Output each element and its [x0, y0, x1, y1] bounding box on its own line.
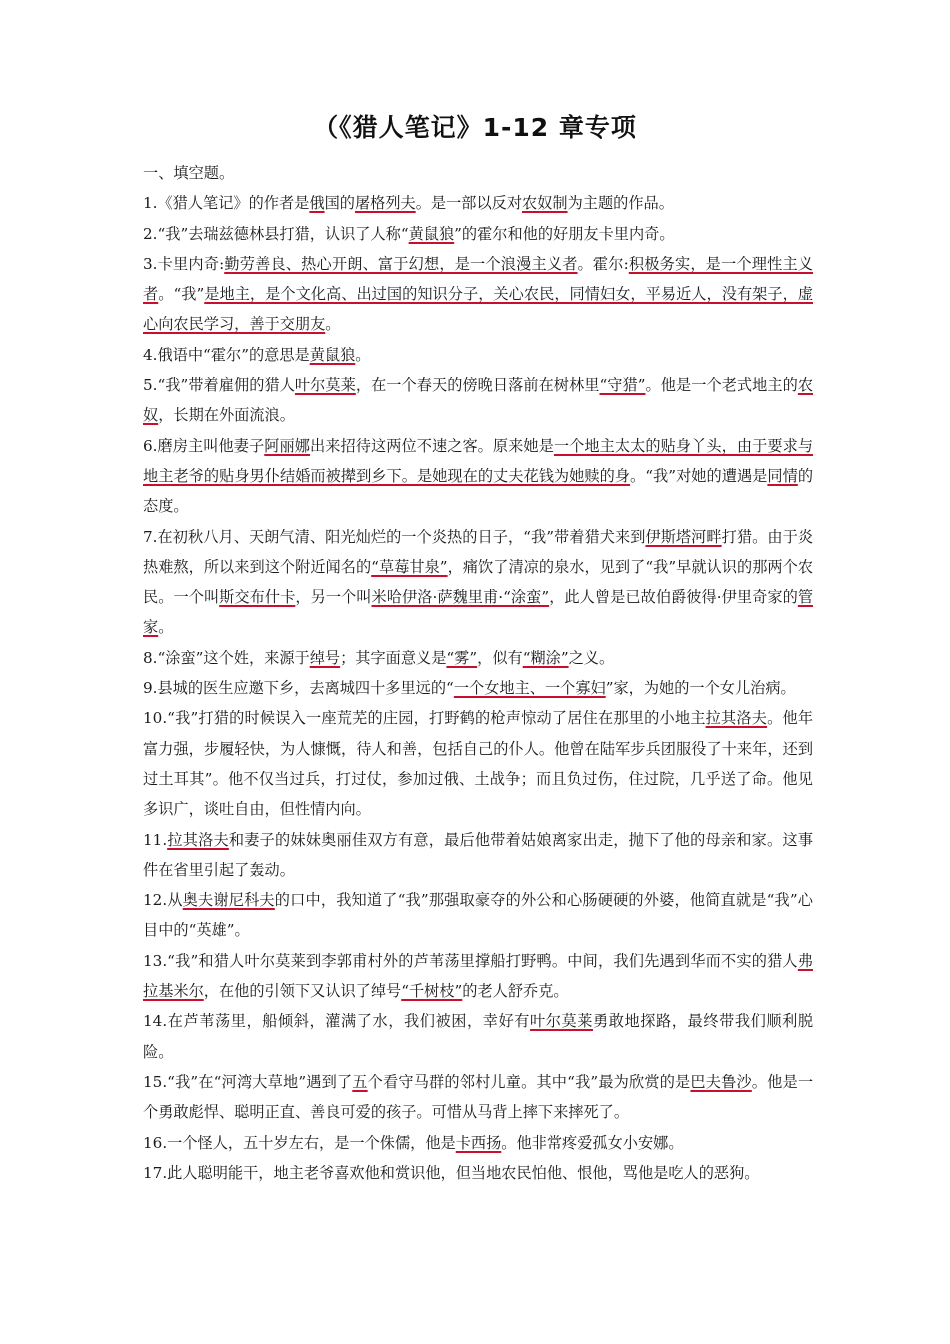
question-text: ，此人曾是已故伯爵彼得·伊里奇家的	[549, 588, 798, 607]
question-text: 打猎。由于炎热难熬，所以来到这个附近闻名的	[143, 527, 814, 576]
answer-text: 弗拉基米尔	[143, 951, 813, 1001]
answer-text: 一个女地主、一个寡妇	[453, 679, 606, 698]
question-item	[143, 340, 813, 370]
question-item	[143, 370, 813, 431]
answer-text: 黄鼠狼	[309, 345, 356, 364]
question-item	[143, 673, 813, 703]
question-item	[143, 522, 813, 643]
question-text: 。他是一个老式地主的	[645, 376, 798, 395]
question-text: 3.卡里内奇:	[143, 254, 225, 273]
question-item	[143, 219, 813, 249]
question-text: 。是一部以反对	[415, 194, 522, 213]
answer-text: “雾”	[446, 648, 478, 667]
question-text: ，似有	[477, 648, 523, 667]
question-text: ”的霍尔和他的好朋友卡里内奇。	[454, 224, 675, 243]
answer-text: 俄	[309, 194, 325, 213]
answer-text: “糊涂”	[522, 648, 569, 667]
question-text: 国的	[324, 194, 355, 213]
answer-text: 五	[352, 1072, 368, 1091]
question-text: 16.一个怪人，五十岁左右，是一个侏儒，他是	[143, 1133, 456, 1152]
question-text: 。	[158, 618, 174, 637]
answer-text: 积极务实，是一个理性主义者	[143, 254, 813, 304]
question-text: 2.“我”去瑞兹德林县打猎，认识了人称“	[143, 224, 409, 243]
question-item	[143, 885, 813, 946]
answer-text: 拉其洛夫	[705, 709, 768, 728]
question-text: 。他非常疼爱孤女小安娜。	[501, 1133, 684, 1152]
answer-text: 叶尔莫莱	[294, 376, 356, 395]
question-text: 。	[325, 315, 341, 334]
question-item	[143, 946, 813, 1007]
question-text: 4.俄语中“霍尔”的意思是	[143, 345, 310, 364]
answer-text: 巴夫鲁沙	[690, 1072, 752, 1091]
answer-text: 农奴	[143, 376, 814, 425]
question-text: ；其字面意义是	[340, 648, 447, 667]
question-text: 9.县城的医生应邀下乡，去离城四十多里远的“	[143, 679, 454, 698]
answer-text: 伊斯塔河畔	[645, 527, 722, 546]
answer-text: 农奴制	[522, 194, 568, 213]
answer-text: 拉其洛夫	[167, 830, 229, 849]
question-text: 。“我”对她的遭遇是	[630, 466, 768, 485]
question-text: 11.	[143, 830, 168, 849]
answer-text: 绰号	[309, 648, 341, 667]
answer-text: 勤劳善良、热心开朗、富于幻想，是一个浪漫主义者	[224, 254, 578, 273]
question-text: 的口中，我知道了“我”那强取豪夺的外公和心肠硬硬的外婆，他简直就是“我”心目中的“英雄”。	[143, 891, 813, 940]
answer-text: 奥夫谢尼科夫	[182, 891, 275, 910]
answer-text: 同情	[767, 466, 798, 485]
answer-text: “草莓甘泉”	[371, 557, 448, 576]
question-text: ”家，为她的一个女儿治病。	[605, 679, 796, 698]
answer-text: 阿丽娜	[264, 436, 310, 455]
question-text: 12.从	[143, 891, 183, 910]
answer-text: “守猎”	[599, 376, 646, 395]
question-text: 的老人舒乔克。	[462, 982, 569, 1001]
answer-text: 一个地主太太的贴身丫头，由于要求与地主老爷的贴身男仆结婚而被撵到乡下。是她现在的丈夫花钱为她赎的身	[143, 436, 814, 485]
question-text: 。	[355, 345, 371, 364]
page-title: （《猎人笔记》1-12 章专项	[313, 113, 637, 142]
question-item	[143, 703, 813, 824]
question-text: 。霍尔:	[577, 254, 629, 273]
question-text: 15.“我”在“河湾大草地”遇到了	[143, 1072, 353, 1091]
question-text: 13.“我”和猎人叶尔莫莱到李郭甫村外的芦苇荡里撑船打野鸭。中间，我们先遇到华而不实的猎人	[143, 951, 798, 970]
question-text: 6.磨房主叫他妻子	[143, 436, 265, 455]
question-item	[143, 431, 813, 522]
question-text: 7.在初秋八月、天朗气清、阳光灿烂的一个炎热的日子，“我”带着猎犬来到	[143, 527, 646, 546]
question-text: 为主题的作品。	[567, 194, 674, 213]
question-text: 1.《猎人笔记》的作者是	[143, 194, 310, 213]
question-item	[143, 1158, 813, 1188]
question-text: 10.“我”打猎的时候误入一座荒芜的庄园，打野鹤的枪声惊动了居住在那里的小地主	[143, 709, 706, 728]
question-list	[143, 188, 813, 1188]
section-heading: 一、填空题。	[143, 164, 235, 182]
question-text: 勇敢地探路，最终带我们顺利脱险。	[143, 1012, 814, 1061]
question-text: ，长期在外面流浪。	[158, 406, 295, 425]
question-text: 。他是一个勇敢彪悍、聪明正直、善良可爱的孩子。可惜从马背上摔下来摔死了。	[143, 1072, 814, 1122]
question-text: 个看守马群的邻村儿童。其中“我”最为欣赏的是	[367, 1072, 691, 1091]
question-text: 14.在芦苇荡里，船倾斜，灌满了水，我们被困，幸好有	[143, 1012, 531, 1031]
question-item	[143, 1067, 813, 1128]
answer-text: 屠格列夫	[354, 194, 416, 213]
question-text: ，在他的引领下又认识了绰号	[203, 982, 402, 1001]
question-item	[143, 249, 813, 340]
question-text: ，另一个叫	[295, 588, 372, 607]
question-item	[143, 643, 813, 673]
question-text: 。“我”	[158, 285, 205, 304]
question-text: 5.“我”带着雇佣的猎人	[143, 376, 295, 395]
question-text: 。他年富力强，步履轻快，为人慷慨，待人和善，包括自己的仆人。他曾在陆军步兵团服役了十来年，还到过土耳其”。他不仅当过兵，打过仗，参加过俄、土战争；而且负过伤，住过院，几乎送了命。他见多识广，谈吐自由，但性情内向。	[143, 709, 814, 819]
answer-text: 斯交布什卡	[219, 588, 296, 607]
question-item	[143, 188, 813, 218]
answer-text: “千树枝”	[401, 982, 463, 1001]
document-body	[143, 158, 813, 1188]
question-text: 的态度。	[143, 466, 814, 516]
question-text: 出来招待这两位不速之客。原来她是	[310, 436, 554, 455]
answer-text: 米哈伊洛·萨魏里甫·“涂蛮”	[371, 588, 550, 607]
question-text: 之义。	[568, 648, 615, 667]
question-text: ，痛饮了清凉的泉水，见到了“我”早就认识的那两个农民。一个叫	[143, 557, 814, 607]
answer-text: 卡西扬	[455, 1133, 502, 1152]
answer-text: 黄鼠狼	[408, 224, 455, 243]
question-item	[143, 1006, 813, 1067]
question-item	[143, 825, 813, 886]
question-text: 17.此人聪明能干，地主老爷喜欢他和赏识他，但当地农民怕他、恨他，骂他是吃人的恶狗。	[143, 1163, 760, 1182]
answer-text: 是地主，是个文化高、出过国的知识分子，关心农民，同情妇女，平易近人，没有架子，虚心向农民学习，善于交朋友	[143, 285, 814, 334]
question-text: 8.“涂蛮”这个姓，来源于	[143, 648, 310, 667]
answer-text: 管家	[143, 588, 813, 637]
question-text: ，在一个春天的傍晚日落前在树林里	[355, 376, 600, 395]
question-text: 和妻子的妹妹奥丽佳双方有意，最后他带着姑娘离家出走，抛下了他的母亲和家。这事件在省里引起了轰动。	[143, 830, 814, 879]
question-item	[143, 1128, 813, 1158]
answer-text: 叶尔莫莱	[530, 1012, 594, 1031]
